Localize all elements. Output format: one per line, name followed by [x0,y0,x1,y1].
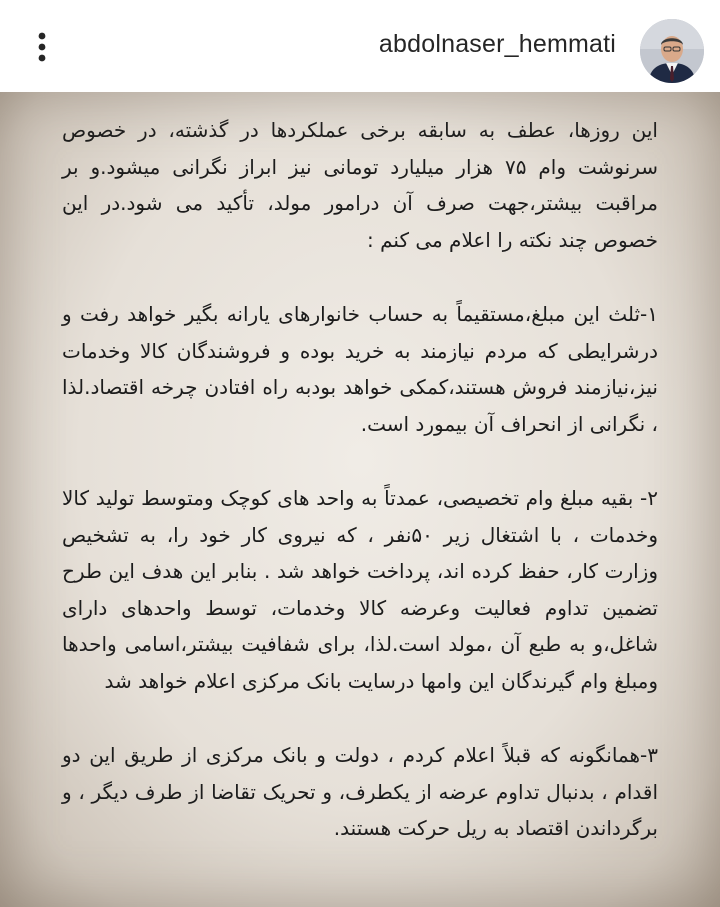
paragraph-point-1: ۱-ثلث این مبلغ،مستقیماً به حساب خانوارهای یارانه بگیر خواهد رفت و درشرایطی که مردم نیازمند به خرید بوده و فروشندگان کالا وخدمات نیز،نیازمند فروش هستند،کمکی خواهد بودبه راه افتادن چرخه اقتصاد.لذا ، نگرانی از انحراف آن بیمورد است. [62,302,658,436]
paragraph-point-3: ۳-همانگونه که قبلاً اعلام کردم ، دولت و بانک مرکزی از طریق این دو اقدام ، بدنبال تداوم عرضه از یکطرف، و تحریک تقاضا از طرف دیگر ، و برگرداندن اقتصاد به ریل حرکت هستند. [62,743,658,840]
more-options-button[interactable] [24,26,60,68]
more-vertical-icon [24,26,60,68]
paragraph-intro: این روزها، عطف به سابقه برخی عملکردها در گذشته، در خصوص سرنوشت وام ۷۵ هزار میلیارد تومانی نیز ابراز نگرانی میشود.و بر مراقبت بیشتر،جهت صرف آن درامور مولد، تأکید می شود.در این خصوص چند نکته را اعلام می کنم : [62,118,658,252]
avatar[interactable] [640,19,704,83]
paragraph-point-2: ۲- بقیه مبلغ وام تخصیصی، عمدتاً به واحد های کوچک ومتوسط تولید کالا وخدمات ، با اشتغال زیر ۵۰نفر ، که نیروی کار خود را، به تشخیص وزارت کار، حفظ کرده اند، پرداخت خواهد شد . بنابر این هدف این طرح تضمین تداوم فعالیت وعرضه کالا وخدمات، توسط واحدهای دارای شاغل،و به طبع آن ،مولد است.لذا، برای شفافیت بیشتر،اسامی واحدها ومبلغ وام گیرندگان این وامها درسایت بانک مرکزی اعلام خواهد شد [62,486,658,693]
post-header [0,0,720,92]
post-text-body [62,112,658,847]
post-image[interactable] [0,92,720,907]
profile-photo-icon [640,19,704,83]
username-link[interactable]: abdolnaser_hemmati [378,30,616,58]
